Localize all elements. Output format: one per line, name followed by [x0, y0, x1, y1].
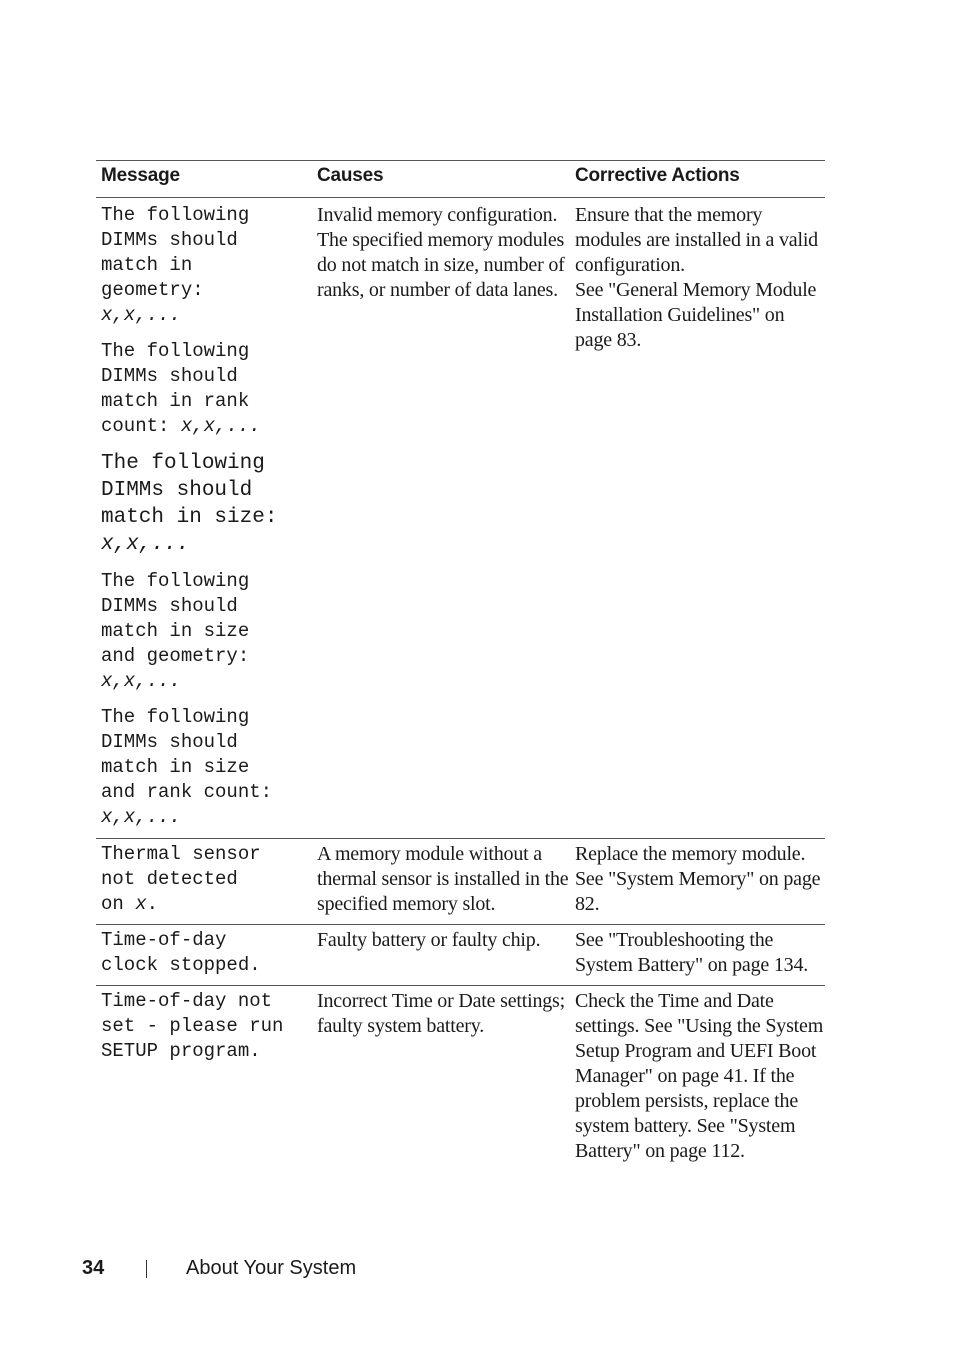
- message-variable: x,x,...: [101, 806, 181, 828]
- cause-cell: Faulty battery or faulty chip.: [317, 929, 541, 951]
- header-causes: Causes: [317, 165, 384, 186]
- message-variable: x: [135, 893, 147, 915]
- action-cell: See "Troubleshooting the System Battery" on page 134.: [575, 929, 809, 976]
- message-variable: x,x,...: [180, 415, 261, 437]
- message-variable: x,x,...: [101, 533, 190, 556]
- message-rank-count: [101, 339, 312, 439]
- table-row: [96, 925, 825, 986]
- section-title: About Your System: [186, 1257, 357, 1279]
- message-text: The following DIMMs should match in size:: [101, 452, 278, 529]
- table-header-row: [96, 161, 825, 198]
- message-size-geometry: [101, 569, 312, 694]
- message-text: The following DIMMs should match in geometry:: [101, 204, 250, 301]
- message-geometry: [101, 203, 312, 328]
- cause-cell: A memory module without a thermal sensor is installed in the specified memory slot.: [317, 843, 569, 915]
- table-row: [96, 986, 825, 1164]
- message-text-end: .: [146, 893, 159, 915]
- action-cell: [570, 198, 825, 838]
- message-text: The following DIMMs should match in rank count:: [101, 340, 250, 437]
- message-cell: Time-of-day clock stopped.: [101, 929, 261, 976]
- footer-divider: [146, 1260, 147, 1278]
- header-corrective-actions: Corrective Actions: [575, 165, 740, 186]
- action-text: Ensure that the memory modules are installed in a valid configuration.: [575, 204, 818, 276]
- message-cell: [96, 839, 312, 924]
- action-cell: Replace the memory module. See "System Memory" on page 82.: [575, 843, 821, 915]
- table-row: [96, 839, 825, 925]
- page-number: 34: [82, 1257, 105, 1279]
- message-cell: [96, 198, 312, 838]
- cause-cell: Incorrect Time or Date settings; faulty system battery.: [317, 990, 565, 1037]
- cause-cell: Invalid memory configuration. The specified memory modules do not match in size, number of ranks, or number of data lanes.: [317, 204, 565, 301]
- message-variable: x,x,...: [101, 304, 181, 326]
- message-size-rank-count: [101, 705, 312, 830]
- message-text: Thermal sensor not detected on: [101, 843, 261, 915]
- error-message-table: [96, 160, 825, 1164]
- action-cell: Check the Time and Date settings. See "Using the System Setup Program and UEFI Boot Manager" on page 41. If the problem persists, replace the system battery. See "System Battery" on page 112.: [575, 990, 824, 1162]
- message-size: [101, 450, 312, 558]
- message-text: The following DIMMs should match in size and geometry:: [101, 570, 250, 667]
- header-message: Message: [101, 165, 180, 186]
- message-text: The following DIMMs should match in size and rank count:: [101, 706, 273, 803]
- message-cell: Time-of-day not set - please run SETUP program.: [101, 990, 284, 1062]
- message-variable: x,x,...: [101, 670, 181, 692]
- action-reference: See "General Memory Module Installation Guidelines" on page 83.: [575, 279, 817, 351]
- table-row: [96, 198, 825, 839]
